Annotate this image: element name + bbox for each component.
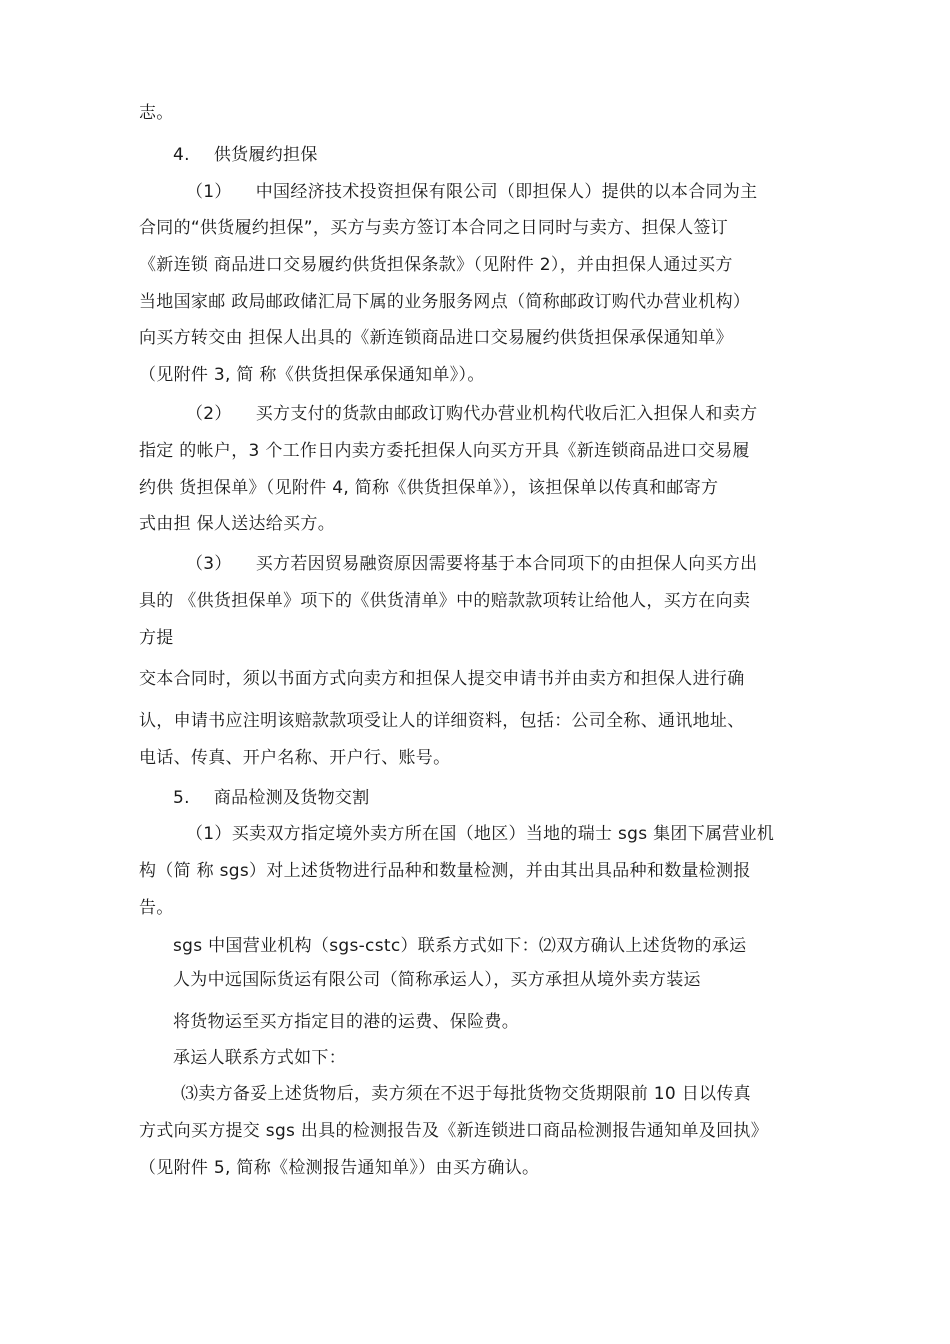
text-line: 向买方转交由 担保人出具的《新连锁商品进口交易履约供货担保承保通知单》 xyxy=(139,328,733,348)
text-line: 指定 的帐户，3 个工作日内卖方委托担保人向买方开具《新连锁商品进口交易履 xyxy=(139,441,750,461)
section-heading-4 xyxy=(173,144,318,166)
text-line: 构（简 称 sgs）对上述货物进行品种和数量检测，并由其出具品种和数量检测报 xyxy=(139,861,751,881)
paragraph-line xyxy=(186,553,757,575)
text-line: 约供 货担保单》（见附件 4, 简称《供货担保单》），该担保单以传真和邮寄方 xyxy=(139,478,719,498)
text-line: ⑶卖方备妥上述货物后，卖方须在不迟于每批货物交货期限前 10 日以传真 xyxy=(181,1084,751,1104)
item-number: （1） xyxy=(186,182,232,202)
text-line: 方提 xyxy=(139,628,174,648)
section-title: 供货履约担保 xyxy=(213,145,318,165)
item-text: 买方支付的货款由邮政订购代办营业机构代收后汇入担保人和卖方 xyxy=(255,404,758,424)
text-line: 认，申请书应注明该赔款款项受让人的详细资料，包括：公司全称、通讯地址、 xyxy=(139,711,745,731)
section-number: 5. xyxy=(173,788,190,808)
item-number: （3） xyxy=(186,554,232,574)
text-line: 方式向买方提交 sgs 出具的检测报告及《新连锁进口商品检测报告通知单及回执》 xyxy=(139,1121,769,1141)
paragraph-line xyxy=(186,181,757,203)
paragraph-line xyxy=(186,403,757,425)
text-line: （见附件 5, 简称《检测报告通知单》）由买方确认。 xyxy=(139,1158,540,1178)
text-line: 将货物运至买方指定目的港的运费、保险费。 xyxy=(173,1012,519,1032)
item-text: 买方若因贸易融资原因需要将基于本合同项下的由担保人向买方出 xyxy=(255,554,758,574)
text-line: （1）买卖双方指定境外卖方所在国（地区）当地的瑞士 sgs 集团下属营业机 xyxy=(186,824,775,844)
section-title: 商品检测及货物交割 xyxy=(213,788,370,808)
section-number: 4. xyxy=(173,145,190,165)
text-line: 具的 《供货担保单》项下的《供货清单》中的赔款款项转让给他人，买方在向卖 xyxy=(139,591,751,611)
text-line: 承运人联系方式如下： xyxy=(173,1048,346,1068)
text-line: 合同的“供货履约担保”，买方与卖方签订本合同之日同时与卖方、担保人签订 xyxy=(139,218,729,238)
text-line: 电话、传真、开户名称、开户行、账号。 xyxy=(139,748,451,768)
text-line: 《新连锁 商品进口交易履约供货担保条款》（见附件 2），并由担保人通过买方 xyxy=(139,255,733,275)
text-line: 式由担 保人送达给买方。 xyxy=(139,514,336,534)
text-line: 交本合同时，须以书面方式向卖方和担保人提交申请书并由卖方和担保人进行确 xyxy=(139,669,745,689)
text-line: sgs 中国营业机构（sgs-cstc）联系方式如下：⑵双方确认上述货物的承运 xyxy=(173,936,747,956)
text-line: 志。 xyxy=(139,103,174,123)
text-line: 人为中远国际货运有限公司（简称承运人），买方承担从境外卖方装运 xyxy=(173,970,701,990)
item-number: （2） xyxy=(186,404,232,424)
text-line: （见附件 3, 简 称《供货担保承保通知单》）。 xyxy=(139,365,485,385)
section-heading-5 xyxy=(173,787,370,809)
item-text: 中国经济技术投资担保有限公司（即担保人）提供的以本合同为主 xyxy=(255,182,758,202)
text-line: 当地国家邮 政局邮政储汇局下属的业务服务网点（简称邮政订购代办营业机构） xyxy=(139,292,751,312)
text-line: 告。 xyxy=(139,898,174,918)
